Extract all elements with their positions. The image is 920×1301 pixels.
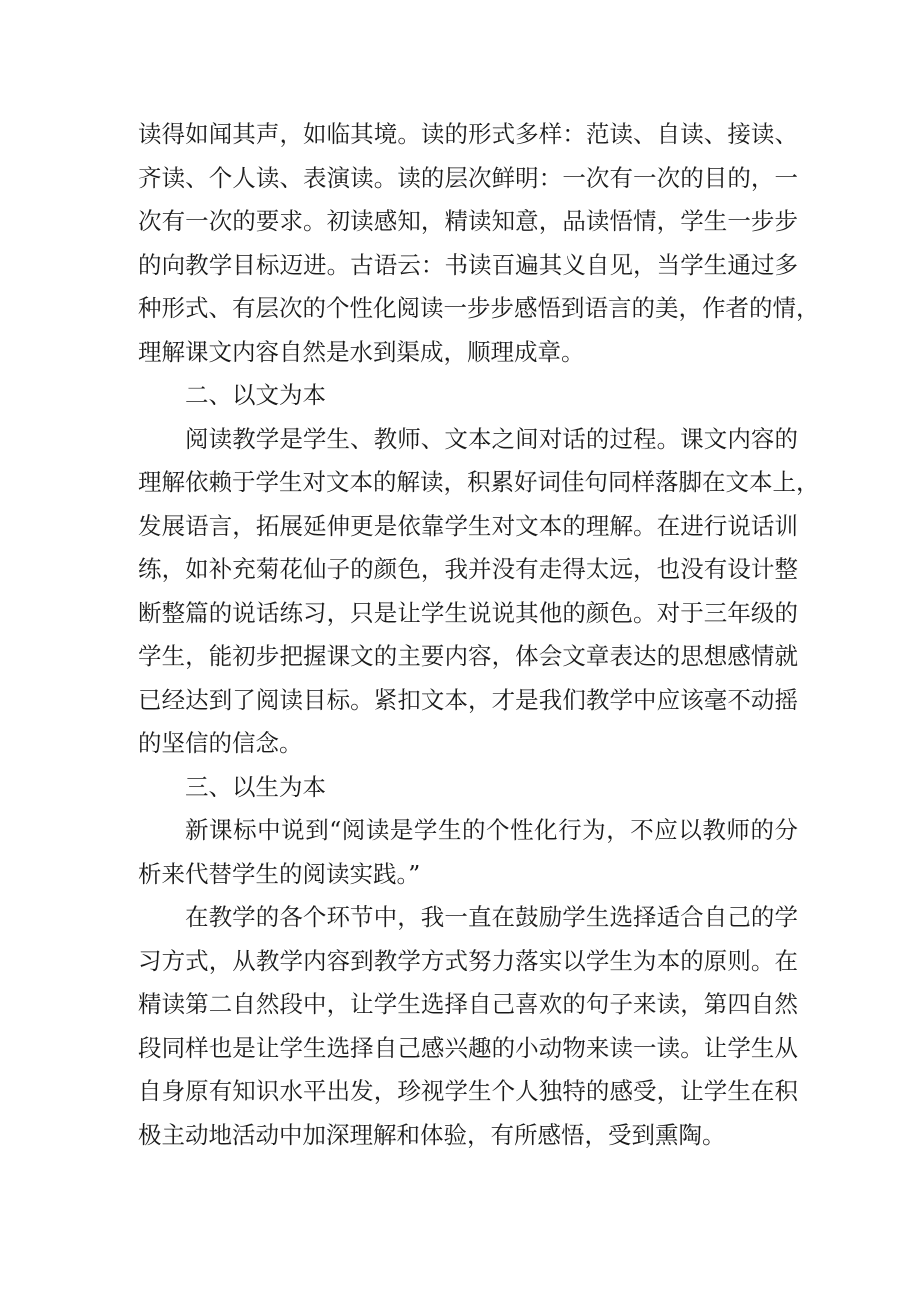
text-line: 次有一次的要求。初读感知，精读知意，品读悟情，学生一步步	[138, 207, 798, 235]
text-line: 习方式，从教学内容到教学方式努力落实以学生为本的原则。在	[138, 946, 798, 975]
text-line: 段同样也是让学生选择自己感兴趣的小动物来读一读。让学生从	[138, 1033, 798, 1062]
text-line: 的坚信的信念。	[138, 729, 303, 757]
text-line: 理解课文内容自然是水到渠成，顺理成章。	[138, 337, 585, 366]
text-line: 发展语言，拓展延伸更是依靠学生对文本的理解。在进行说话训	[138, 511, 798, 540]
text-line: 学生，能初步把握课文的主要内容，体会文章表达的思想感情就	[138, 642, 798, 670]
text-line: 精读第二自然段中，让学生选择自己喜欢的句子来读，第四自然	[138, 990, 798, 1018]
text-line: 已经达到了阅读目标。紧扣文本，才是我们教学中应该毫不动摇	[138, 685, 798, 714]
text-line: 阅读教学是学生、教师、文本之间对话的过程。课文内容的	[185, 424, 798, 453]
text-line: 齐读、个人读、表演读。读的层次鲜明：一次有一次的目的，一	[138, 163, 798, 192]
text-line: 读得如闻其声，如临其境。读的形式多样：范读、自读、接读、	[138, 120, 798, 148]
text-line: 新课标中说到“阅读是学生的个性化行为，不应以教师的分	[185, 816, 798, 844]
text-line: 极主动地活动中加深理解和体验，有所感悟，受到熏陶。	[138, 1120, 726, 1149]
text-line: 练，如补充菊花仙子的颜色，我并没有走得太远，也没有设计整	[138, 555, 798, 583]
text-line: 析来代替学生的阅读实践。”	[138, 859, 421, 888]
text-line: 断整篇的说话练习，只是让学生说说其他的颜色。对于三年级的	[138, 598, 798, 627]
text-line: 种形式、有层次的个性化阅读一步步感悟到语言的美，作者的情，	[138, 294, 820, 322]
document-body	[138, 113, 820, 1157]
text-line: 的向教学目标迈进。古语云：书读百遍其义自见，当学生通过多	[138, 250, 798, 279]
text-line: 三、以生为本	[185, 772, 326, 801]
text-line: 理解依赖于学生对文本的解读，积累好词佳句同样落脚在文本上，	[138, 468, 820, 496]
text-line: 自身原有知识水平出发，珍视学生个人独特的感受，让学生在积	[138, 1077, 798, 1105]
text-line: 二、以文为本	[185, 381, 326, 409]
text-line: 在教学的各个环节中，我一直在鼓励学生选择适合自己的学	[185, 903, 798, 931]
